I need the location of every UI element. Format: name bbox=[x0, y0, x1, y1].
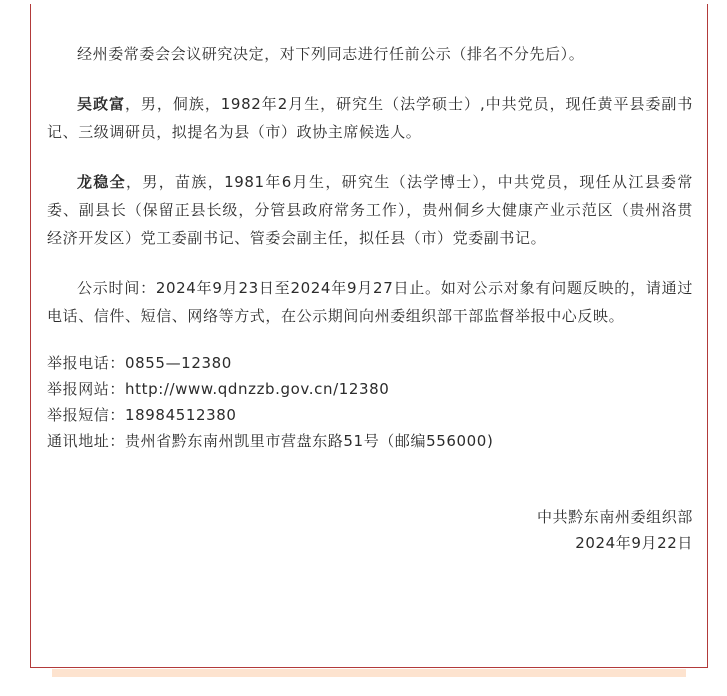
signature-org: 中共黔东南州委组织部 bbox=[536, 508, 693, 526]
candidate-name: 吴政富 bbox=[77, 95, 125, 113]
intro-paragraph: 经州委常委会会议研究决定，对下列同志进行任前公示（排名不分先后）。 bbox=[77, 45, 585, 63]
report-phone: 举报电话：0855—12380 bbox=[47, 354, 232, 372]
candidate-paragraph bbox=[47, 168, 693, 252]
candidate-details: ，男，苗族，1981年6月生，研究生（法学博士），中共党员，现任从江县委常委、副县长（保留正县长级，分管县政府常务工作），贵州侗乡大健康产业示范区（贵州洛贯经济开发区）党工委副书记、管委会副主任，拟任县（市）党委副书记。 bbox=[47, 173, 693, 247]
signature-date: 2024年9月22日 bbox=[575, 534, 693, 552]
notice-period-paragraph: 公示时间：2024年9月23日至2024年9月27日止。如对公示对象有问题反映的，请通过电话、信件、短信、网络等方式，在公示期间向州委组织部干部监督举报中心反映。 bbox=[47, 279, 693, 325]
candidate-name: 龙稳全 bbox=[77, 173, 127, 191]
bottom-accent-bar bbox=[52, 669, 686, 677]
report-sms: 举报短信：18984512380 bbox=[47, 406, 237, 424]
mailing-address: 通讯地址：贵州省黔东南州凯里市营盘东路51号（邮编556000) bbox=[47, 432, 494, 450]
candidate-paragraph bbox=[47, 90, 693, 146]
notice-content bbox=[47, 40, 693, 556]
report-website: 举报网站：http://www.qdnzzb.gov.cn/12380 bbox=[47, 380, 390, 398]
notice-frame bbox=[30, 4, 708, 668]
signature-block bbox=[47, 504, 693, 556]
candidate-details: ，男，侗族，1982年2月生，研究生（法学硕士）,中共党员，现任黄平县委副书记、三级调研员，拟提名为县（市）政协主席候选人。 bbox=[47, 95, 693, 141]
